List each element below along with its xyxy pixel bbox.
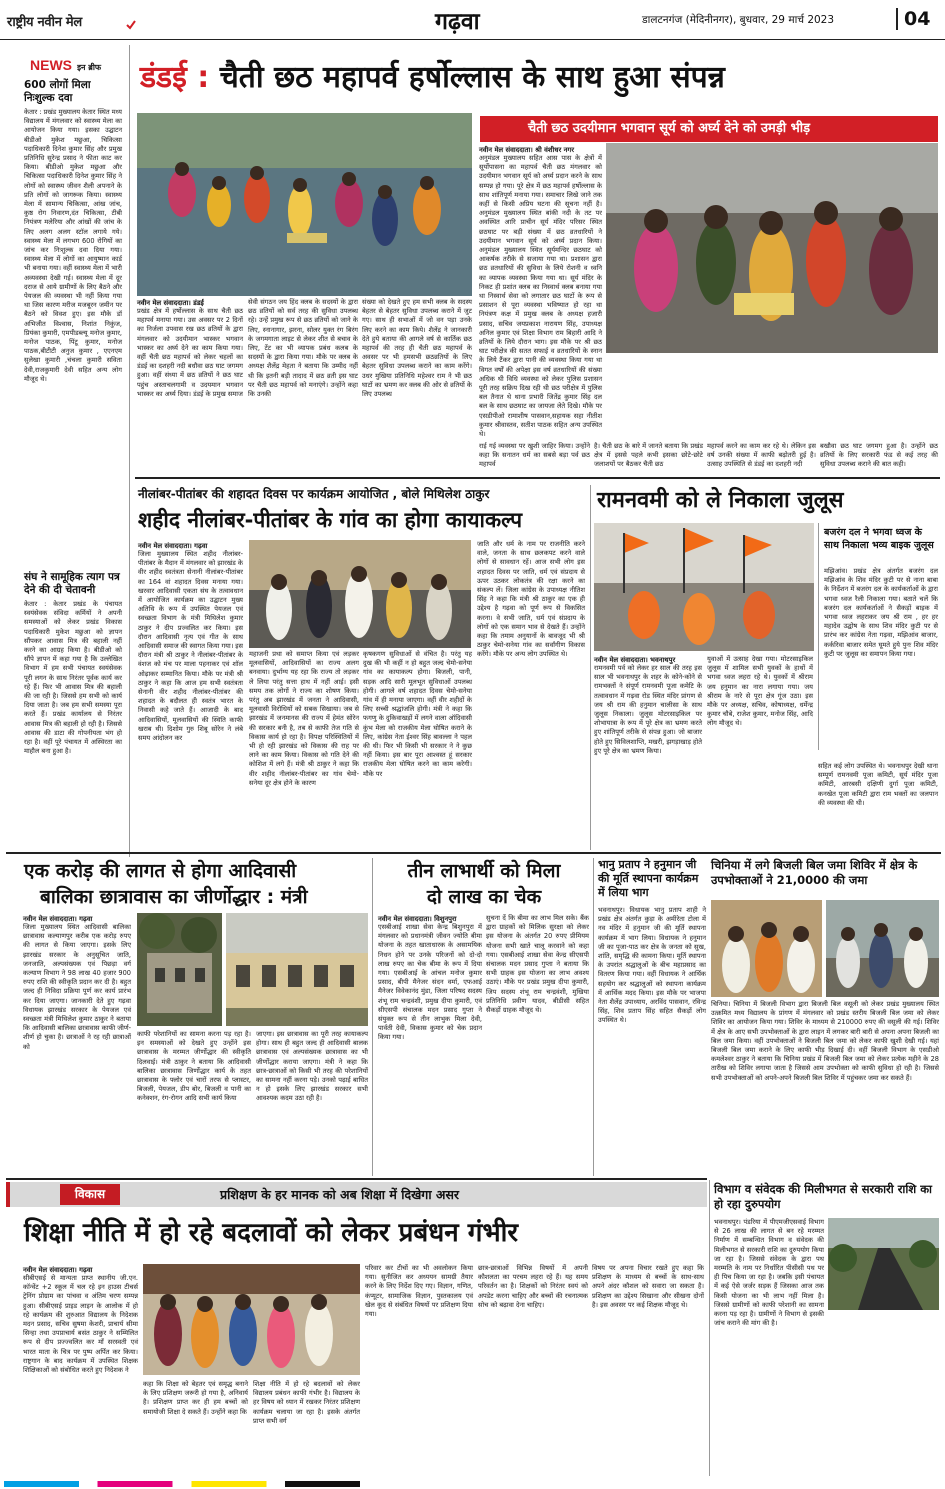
ramnavami-body-3: सहित कई लोग उपस्थित थे। भवनाथपुर देखी थाना सम्पूर्ण रामनवमी पूजा कमिटी, सूर्य मंदिर पूजा कमिटी, आरबसी दक्षिणी दुर्गा पूजा कमिटी, कनखेत पूजा कमिटी द्वारा राम भक्तों का जलपान की व्यवस्था की थी।: [818, 762, 938, 807]
section-divider: [135, 477, 940, 479]
udaymaan-dateline: नवीन मेल संवाददाता। श्री वंशीधर नगर: [479, 146, 574, 154]
strip-column-3: शिक्षा नीति में हो रहे बदलावों को लेकर विद्यालय प्रबंधन काफी गंभीर है। विद्यालय के हर विषय को ध्यान में रखकर निरंतर प्रशिक्षण कार्यक्रम चलाया जा रहा है। इसके अंतर्गत प्राप्त सभी वर्ग: [253, 1380, 360, 1425]
bajrang-headline: बजरंग दल ने भगवा ध्वज के साथ निकाला भव्य बाइक जुलूस: [824, 527, 934, 551]
udaymaan-continuation: राई गई व्यवस्था पर खुशी जाहिर किया। उन्होंने कहा कि सनातन धर्म का सबसे बड़ा पर्व छठ महापर्व: [479, 442, 590, 469]
chhath-river-photo: [137, 113, 472, 296]
shahid-stage-photo: [249, 540, 471, 648]
column-divider: [709, 1180, 710, 1476]
training-photo: [143, 1264, 360, 1375]
bijli-headline: चिनिया में लगे बिजली बिल जमा शिविर में क्षेत्र के उपभोक्ताओं ने 21,0000 की जमा: [711, 858, 918, 887]
chhath-column-2: सेवी संगठन जय हिंद क्लब के सदस्यों के द्वारा छठ व्रतियों को सर्व तरह की सुविधा उपलब्ध रहे। उन्हें प्रमुख रूप से छठ व्रतियों को जाने के लिए, स्नानागार, झरना, सोलर युक्त रंग बिरंग के जगमगाता लाइट से लेकर शीत से बचाव के लिए, टेंट का भी व्यापक प्रबंध कलब के सदस्यों के द्वारा किया गया। मौके पर क्लब के अध्यक्ष शैलेंद्र मेहता ने बताया कि उम्मीद नहीं थी कि इतनी बड़ी तादाद में छठ व्रती इस घाट पर चैती छठ महापर्व को मनाएंगे। उन्होंने कहा कि उनकी: [248, 298, 358, 399]
brief-body: केतार : केतार प्रखंड के पंचायत स्वयंसेवक संविदा कर्मियों ने अपनी समस्याओं को लेकर प्रखंड विकास पदाधिकारी मुकेश मछुआ को ज्ञापन सौंपकर आवास मित्र की बहाली नहीं करने का आग्रह किया है। बीडीओ को सौंपे ज्ञापन में कहा गया है कि उल्लेखित विभाग में हम सभी पंचायत स्वयंसेवक पूरी लगन के साथ निरंतर पूर्वक कार्य कर रहे हैं। फिर भी आवास मित्र की बहाली की जा रही है। जिससे हम सभी को कार्य दिया जाता है। जब हम सभी समस्या पूरा करते हैं। प्रखंड कार्यालय से निरंतर आवास मित्र की बहाली हो रही है। जिससे आवास की डाटा की गोपनीयता भंग हो रहा है। वहीं पूरे पंचायत में अस्थिरता का माहौल बना हुआ है।: [24, 600, 122, 756]
udaymaan-crowd-photo: [606, 143, 938, 353]
udaymaan-banner: [480, 116, 938, 142]
bajrang-box: [818, 523, 938, 750]
registration-mark: [4, 1481, 941, 1487]
hanuman-headline: भानु प्रताप ने हनुमान जी की मूर्ति स्थापना कार्यक्रम में लिया भाग: [598, 858, 699, 899]
vikas-tag-label: विकास: [74, 1187, 106, 1201]
column-divider: [590, 485, 591, 850]
bijli-camp-photo: [826, 900, 939, 997]
shahid-headline: शहीद नीलांबर-पीतांबर के गांव का होगा कायाकल्प: [138, 508, 523, 532]
udaymaan-body: अनुमंडल मुख्यालय सहित आस पास के क्षेत्रों में सूर्योपासना का महापर्व चैती छठ मंगलवार को उदयीमान भगवान सूर्य को अर्घ्य प्रदान करने के साथ सम्पन्न हो गया। पूरे क्षेत्र में छठ महापर्व हर्षोल्लास के साथ शांतिपूर्ण मनाया गया। समाचार लिखे जाने तक कहीं से किसी अप्रिय घटना की सूचना नहीं है। अनुमंडल मुख्यालय स्थित बांकी नदी के तट पर अवस्थित आरि प्राचीन सूर्य मंदिर परिसर स्थित छठघाट पर बड़ी संख्या में छठ व्रतधारियों ने उदयीमान भगवान सूर्य को अर्घ्य प्रदान किया। अनुमंडल मुख्यालय स्थित सूर्यमन्दिर छठघाट को आकर्षक तरीके से सजाया गया था। प्रशासन द्वारा छठ व्रतधारियों की सुविधा के लिये रोशनी व ध्वनि का व्यापक व्यवस्था किया गया था। सूर्य मंदिर के निकट ही प्रशांत क्लब का निस्वार्थ क्लब बनाया गया था निस्वार्थ सेवा को लगातार छठ घाटों के रूप से प्रसाशन से पूरा व्यवस्था भविष्यात हो रहा था नियंत्रण कक्ष में प्रमुख क्लब के अध्यक्ष हजारी प्रसाद, सचिव जयप्रकाश नारायण सिंह, उपाध्यक्ष अनिल कुमार एवं शिक्षा विभाग राम बिहारी आदि ने व्रतियों के लिये दौरान भाग। इस मौके पर श्री छठ घाट परीक्षेत्र की सतत सफाई व व्रतधारियों के स्नान के लिये टैंकर द्वारा पानी की व्यवस्था किया गया था विगत वर्षों की अपेक्षा इस वर्ष व्रतधारियों की संख्या अधिक थी विधि व्यवस्था को लेकर पुलिस प्रशासन पूरी तरह सक्रिय दिख रही थी छठ परीक्षेत्र में पुलिस बल तैनात थे थाना प्रभारी जितेंद्र कुमार सिंह दल बल के साथ छठघाट का जायजा लेते दिखे। मौके पर एसडीपीओ रामाशीष पासवान,सहायक सहा नीतीश कुमार श्रीवास्तव, सतीश पाठक सहित अन्य उपस्थित थे।: [479, 154, 602, 439]
brief-headline: 600 लोगों मिला निःशुल्क दवा: [24, 79, 91, 104]
chhatravas-column-3: जाएगा। इस छात्रावास का पूरी तरह कायाकल्प होगा। साथ ही बहुत जल्द ही आदिवासी बालक छात्रावास एवं अल्पसंख्यक छात्रावास का भी जीर्णोद्धार कराया जाएगा। मंत्री ने कहा कि छात्र-छात्राओं को किसी भी तरह की परेशानियों का सामना नहीं करना पड़े। उनको पढ़ाई बाधित न हो इसके लिए झारखंड सरकार सभी आवश्यक कदम उठा रही है।: [256, 1030, 368, 1103]
news-sublabel: इन ब्रीफ: [77, 63, 102, 72]
news-brief-label: [30, 55, 101, 74]
hanuman-photo: [711, 900, 822, 997]
section-divider: [6, 852, 941, 854]
shahid-column-2: महाजनी प्रथा को समाप्त किया एवं लड़कर मूलवासियों, आदिवासियों का राज्य अलग बनवाया। दुर्भाग्य यह रहा कि राज्य तो लड़कर ले लिया परंतु सत्ता हाथ में नहीं आई। इसी समय तक लोगों ने राज्य का शोषण किया। परंतु अब झारखंड में जनता ने आदिवासी, मूलवासी विरोधियों को सबक सिखाया। जब से झारखंड में जनमानस की राज्य में हेमंत सोरेन की सरकार बनी है, तब से काफी तेज गति से विकास कार्य हो रहा है। विपक्ष परिस्थितियों में भी हो रही झारखंड को विकास की राह पर लाने का काम किया। विकास को गति देने की कोशिश में लगे हैं। मंत्री श्री ठाकुर ने कहा कि वीर शहीद नीलांबर-पीतांबर का गांव चेमो-सनेया दूर क्षेत्र होने के कारण: [249, 650, 359, 787]
strip-headline: शिक्षा नीति में हो रहे बदलावों को लेकर प्रबंधन गंभीर: [24, 1218, 518, 1248]
sadak-body: भवनाथपुर। पंडरिया में पीएमजीएसवाई विभाग से 26 लाख की लागत से बन रहे मरम्मत निर्माण में सम्बन्धित विभाग व संवेदक की मिलीभगत से सरकारी राशि का दुरुपयोग किया जा रहा है। जिससे संवेदक के द्वारा पथ मरम्मति के नाम पर निर्धारित पीसीसी पथ पर ही पिच किया जा रहा है। जबकि इसी पंचायत में कई ऐसे जर्जर सड़क हैं जिसका आज तक किसी योजना का भी लाभ नहीं मिला है। जिससे ग्रामीणों को काफी परेशानी का सामना करना पड़ रहा है। ग्रामीणों ने विभाग से इसकी जांच कराने की मांग की है।: [714, 1218, 824, 1328]
section-title: गढ़वा: [435, 9, 480, 35]
udaymaan-continuation: है। चैती छठ के बारे में जानते बताया कि प्रखंड क्षेत्र में इससे पहले कभी इसका छोटे-छोटे जलाशयों पर बैठकर चैती छठ: [594, 442, 703, 469]
chhath-column-1: प्रखंड क्षेत्र में हर्षोल्लास के साथ चैती छठ महापर्व मनाया गया। उस अवसर पर 2 दिनों का निर्जला उपवास रख छठ व्रतियों के द्वारा मंगलवार को उदयीमान भास्कर भगवान भास्कर का अर्घ्य देने का काम किया गया। वहीं चैती छठ महापर्व को लेकर चहलों का डंडई का दशहरी नदी बधौवा छठ घाट जगमग हुआ। वहीं संध्या में छठ व्रतियों ने छठ घाट पहुंच अस्ताचलगामी व उदयमान भगवान भास्कर का अर्घ्य दिया। डंडई के प्रमुख समाज: [137, 307, 243, 398]
shahid-column-4: जाति और धर्म के नाम पर राजनीति करने वाले, जनता के साथ छलकपट करने वाले लोगों से सावधान रहें। आज सभी लोग इस शहादत दिवस पर जाति, धर्म एवं संप्रदाय से ऊपर उठकर लोकतंत्र की रक्षा करने का संकल्प लें। जिला कांग्रेस के उपाध्यक्ष नीतिश सिंह ने कहा कि मंत्री श्री ठाकुर का एक ही उद्देश्य है गढ़वा को पूर्ण रूप से विकसित करना। वे सभी जाति, धर्म एवं संप्रदाय के लोगों को एक समान भाव से देखते हैं। उन्होंने कहा कि तमाम अनुयानों के बावजूद भी श्री ठाकुर चेमो-सनेया गांव का सर्वांगीण विकास करेंगे। मौके पर अन्य लोग उपस्थित थे।: [477, 540, 585, 659]
shahid-intro: जिला मुख्यालय स्थित शहीद नीलांबर-पीतांबर के मैदान में मंगलवार को झारखंड के वीर शहीद स्वतंत्रता सेनानी नीलांबर-पीतांबर का 164 वां शहादत दिवस मनाया गया। खरवार आदिवासी एकता संघ के तत्वावधान में आयोजित कार्यक्रम का उद्घाटन मुख्य अतिथि के रूप में उपस्थित पेयजल एवं स्वच्छता विभाग के मंत्री मिथिलेश कुमार ठाकुर ने दीप प्रज्वलित कर किया। इस दौरान आदिवासी नृत्य एवं गीत के साथ आदिवासी समाज की स्वागत किया गया। इस दौरान मंत्री श्री ठाकुर ने नीलांबर-पीतांबर के वंशज को मंच पर माला पहनाकर एवं शॉल ओढ़ाकर सम्मानित किया। मौके पर मंत्री श्री ठाकुर ने कहा कि आज हम सभी स्वतंत्रता सेनानी वीर शहीद नीलांबर-पीतांबर की शहादत के बदौलत ही स्वतंत्र भारत के निवासी कहे जाते हैं। आजादी के बाद आदिवासियों, मूलवासियों की स्थिति काफी खराब थी। दिशोम गुरु शिबू सोरेन ने लंबे समय आंदोलन कर: [138, 550, 243, 743]
strip-bar: [6, 1182, 707, 1207]
ramnavami-rally-photo: [594, 523, 814, 651]
vikas-tag: [60, 1184, 120, 1205]
column-divider: [593, 858, 594, 1176]
news-brief-column: [6, 45, 122, 845]
ramnavami-body-2: युवाओं में उत्साह देखा गया। मोटरसाइकिल जुलूस में शामिल सभी युवकों के हाथों में भगवा ध्वज लहरा रहे थे। युवकों में श्रीराम जय हनुमान का नारा लगाया गया। जय श्रीराम के नारे से पूरा क्षेत्र गूंज उठा। इस मौके पर अध्यक्ष, सचिव, कोषाध्यक्ष, धर्मेन्द्र कुमार चौबे, राजेश कुमार, मनोज सिंह, आदि लोग मौजूद थे।: [707, 655, 813, 728]
column-divider: [129, 45, 130, 857]
shahid-dateline: नवीन मेल संवाददाता। गढ़वा: [138, 542, 208, 550]
bajrang-body: मझिआंव। प्रखंड क्षेत्र अंतर्गत बजरंग दल मझिआंव के शिव मंदिर कुटी पर से नाना बाबा के निर्देशन में बजरंग दल के कार्यकर्ताओं के द्वारा भगवा ध्वज रैली निकाला गया। बताते चलें कि बजरंग दल कार्यकर्ताओं ने सैकड़ों बाइक में भगवा ध्वज लहराकर जय श्री राम , हर हर महादेव उद्घोष के साथ शिव मंदिर कुटी पर से प्रारंभ कर कांग्रेस नेता गढ़वा, मझिआंव बाजार, कर्करिवा बाजार समेत घूमते हुये पुनः शिव मंदिर कुटी पर जुलूस का समापन किया गया।: [824, 567, 938, 658]
ramnavami-headline: रामनवमी को ले निकाला जुलूस: [597, 488, 844, 513]
chhatravas-column-2: काफी परेशानियों का सामना करना पड़ रहा है। इन समस्याओं को देखते हुए उन्होंने इस छात्रावास के मरम्मत जीर्णोद्धार की स्वीकृति दिलवाई। मंत्री ठाकुर ने बताया कि आदिवासी बालिका छात्रावास जिर्णोद्धार कार्य के तहत छात्रावास के फ्लोर एवं चारों तरफ से प्लास्टर, बिजली, पेयजल, डीप बोर, बिजली व पानी का कनेक्शन, रंग-रोगन आदि सभी कार्य किया: [137, 1030, 251, 1103]
brief-body: केतार : प्रखंड मुख्यालय केतार स्थित मध्य विद्यालय में मंगलवार को स्वास्थ्य मेला का आयोजन किया गया। इसका उद्घाटन बीडीओ मुकेश मछुआ, चिकित्सा पदाधिकारी दिनेश कुमार सिंह और प्रमुख प्रतिनिधि सुरेन्द्र प्रसाद ने फीता काट कर किया। बीडीओ मुकेश मछुआ और चिकित्सा पदाधिकारी दिनेश कुमार सिंह ने लोगों को स्वास्थ्य जीवन शैली अपनाने के प्रति लोगों को जागरूक किया। स्वास्थ्य मेला में सामान्य चिकित्सा, आंख जांच, कुष्ठ रोग निवारण,दंत चिकित्सा, टीबी नियंत्रण मलेरिया और आंखों की जांच के लिए अलग अलग स्टॉल लगाये गये। स्वास्थ्य मेला में लगभग 600 रोगियों का जांच कर निःशुल्क दवा दिया गया। स्वास्थ्य मेला में लोगों का आयुष्मान कार्ड भी बनाया गया। वहीं स्वास्थ्य मेला में भारी अव्यवस्था देखी गई। स्वास्थ्य मेला में दूर दराज से आये ग्रामीणों के लिए बैठने और पेयजल की व्यवस्था भी नहीं किया गया था जिस कारण मरीज मजबूरन जमीन पर बैठने को विवश हुए। इस मौके डॉ अभिजीत विश्वास, निशांत निकुंज, प्रियंका कुमारी, एमपीडब्ल्यू मनोज कुमार, मनोज पाठक, पिंटू कुमार, मनोज पाठक,बीटीटी अनुज कुमार , एएनएम सुलेखा कुमारी ,चंचला कुमारी सविता देवी,राजकुमारी देवी सहित अन्य लोग मौजूद थे।: [24, 108, 122, 383]
column-divider: [372, 858, 373, 1176]
page-number: 04: [896, 8, 930, 30]
road-photo: [828, 1218, 939, 1310]
brand-tick-icon: [126, 15, 136, 25]
chek-dateline: नवीन मेल संवाददाता। विशुनपुरा: [378, 915, 457, 923]
strip-column-4: परिवार कर टीचों का भी अवलोकन किया गया। सुनीजित कर अध्ययन सामग्री तैयार करने के लिए निर्देश दिए गए। विज्ञान, गणित, कंप्यूटर, सामाजिक विज्ञान, पुस्तकालय एवं खेल कूद से संबंधित विषयों पर प्रशिक्षण दिया गया।: [365, 1264, 473, 1319]
chek-column-2: सुचना दें कि बीमा का लाभ मिल सके। बैंक द्वारा ग्राहकों को मिलिक सुरक्षा को लेकर इस योजना के अंतर्गत 20 रुपए प्रीमियम योजना सभी खाते चालू करवाने को कहा गया। एसबीआई शाखा सेवा केन्द्र सीएसपी संचालक मदन प्रसाद गुप्ता ने बताया कि सभी ग्राहक इस योजना का लाभ अवश्य उठाएं। मौके पर प्रखंड प्रमुख दीपा कुमारी, जिप सदस्य शंभू राम चन्द्रवंशी, मुखिया प्रतिनिधि प्रवीण यादव, बीडीसी सहित सैकड़ों ग्राहक मौजूद थे।: [486, 914, 589, 1015]
chek-column-1: एसबीआई शाखा सेवा केन्द्र बिशुनपुरा में मंगलवार को प्रधानमंत्री जीवन ज्योति बीमा योजना के तहत खाताधारक के असामयिक निधन होने पर उनके परिजनों को दो-दो लाख रुपए का चेक बीमा के रूप में दिया गया। एसबीआई के आंचल मनोज कुमार प्रसाद, बीपी मैनेजर संदन वर्मा, एफआई मैनेजर विवेकानंद मुंडा, जिला परिषद सदस्य शंभू राम चन्द्रवंशी, प्रमुख दीपा कुमारी, एवं सीएसपी संचालक मदन प्रसाद गुप्ता ने संयुक्त रूप से तीन लाभुक मिला देवी, पार्वती देवी, विकास कुमार को चेक प्रदान किया गया।: [378, 923, 482, 1042]
chhath-column-3: संख्या को देखते हुए हम सभी क्लब के सदस्य बेहतर से बेहतर सुविधा उपलब्ध कराने में जुट गए। साथ ही सभाओं में जो वन पड़ा उनके लिए करने का काम किये। शैलेंद्र ने जानकारी देते हुये बताया की आगले वर्ष से कार्तिक छठ महापर्व की तरह ही चैती छठ महापर्व के अवसर पर भी हमसभी छठव्रतियों के लिए बेहतर सुविधा उपलब्ध कराने का काम करेंगे। उधर मुखिया प्रतिनिधि महेश्वर राम ने भी छठ घाटों का भ्रमण कर क्लब की ओर से व्रतियों के लिए उपलब्ध: [362, 298, 472, 399]
chhath-dateline: नवीन मेल संवाददाता। डंडई: [137, 299, 204, 307]
brief-headline: संघ ने सामूहिक त्याग पत्र देने की दी चेतावनी: [24, 571, 120, 596]
shahid-kicker: नीलांबर-पीतांबर की शहादत दिवस पर कार्यक्रम आयोजित , बोले मिथिलेश ठाकुर: [138, 487, 490, 501]
strip-column-5: छात्र-छात्राओं विभिन्न विषयों में अपनी कौशलता का परचम लहरा रहे हैं। यह समय परिवर्तन का है। शिक्षकों को निरंतर स्वयं को अपडेट करना चाहिए और बच्चों की रचनात्मक सोच को बढ़ावा देना चाहिए।: [478, 1264, 588, 1309]
chhath-headline-prefix: डंडई :: [140, 60, 210, 95]
brand-logo: राष्ट्रीय नवीन मेल: [7, 15, 82, 30]
chhatravas-dateline: नवीन मेल संवाददाता। गढ़वा: [23, 915, 93, 923]
chek-headline-line1: तीन लाभार्थी को मिला: [407, 860, 561, 882]
dateline: डालटनगंज (मेदिनीनगर), बुधवार, 29 मार्च 2023: [642, 14, 835, 26]
bijli-body: चिनिया। चिनिया में बिजली विभाग द्वारा बिजली बिल वसूली को लेकर प्रखंड मुख्यालय स्थित उत्क्रमित मध्य विद्यालय के प्रांगण में मंगलवार को प्रखंड स्तरीय बिजली बिल जमा को लेकर शिविर का आयोजन किया गया। शिविर के माध्यम से 210000 रुपए की वसूली की गई। शिविर में क्षेत्र के आए सभी उपभोक्ताओं के द्वारा लाइन में लगकर बारी बारी से अपना अपना बिजली का बिल जमा किया। वहीं उपभोक्ताओं ने बिजली बिल जमा को लेकर काफी खुशी देखी गई। यहां बिजली बिल जमा कराने के लिए काफी भीड़ दिखाई दी। वहीं बिजली विभाग के एसडीओ कमलेश्वर ठाकुर ने बताया कि चिनिया प्रखंड में बिजली बिल जमा को लेकर प्रत्येक महीने के 28 तारीख को शिविर लगाया जाता है जिससे आम उपभोक्ता को काफी सुविधा हो रही है। जिससे सभी उपभोक्ताओं को अपने-अपने बिजली बिल शिविर में पहुंचकर जमा कर सकते हैं।: [711, 1000, 939, 1082]
chek-headline-line2: दो लाख का चेक: [426, 886, 542, 908]
chhath-headline: [140, 58, 940, 98]
news-label: NEWS: [30, 57, 72, 73]
chhatravas-headline-line2: बालिका छात्रावास का जीर्णोद्धार : मंत्री: [40, 886, 308, 908]
ramnavami-body: रामनवमी पर्व को लेकर हर साल की तरह इस साल भी भवनाथपुर के शहर के कोने-कोने से रामभक्तों ने संपूर्ण रामनवमी पूजा कमेटि के तत्वावधान में गढ़वा रोड स्थित मंदिर प्रांगण से जय श्री राम की हनुमान चालीसा के साथ जुलूस निकाला। जुलूस मोटरसाइकिल पर शोभायात्रा के रूप में पूरे क्षेत्र का भ्रमण करते हुए शांतिपूर्ण तरीके से संपन्न हुआ। जो बाजार होते हुए सिविलशाप्ति, मखरी, झगड़ाखाड़ होते हुए पूरे क्षेत्र का भ्रमण किया।: [594, 664, 702, 755]
strip-kicker: प्रशिक्षण के हर मानक को अब शिक्षा में दिखेगा असर: [220, 1187, 460, 1202]
hostel-building-photo: [137, 913, 222, 1026]
chhatravas-body: जिला मुख्यालय स्थित आदिवासी बालिका छात्रावास कल्याणपुर करीब एक करोड़ रुपए की लागत से किया जाएगा। इसके लिए झारखंड सरकार के अनुसूचित जाति, जनजाति, अल्पसंख्यक एवं पिछड़ा वर्ग कल्याण विभाग ने 98 लाख 40 हजार 900 रुपए राशि की स्वीकृति प्रदान कर दी है। बहुत जल्द ही निविदा प्रक्रिया पूर्ण कर कार्य प्रारंभ कर दिया जाएगा। जानकारी देते हुए गढ़वा विधायक झारखंड सरकार के पेयजल एवं स्वच्छता मंत्री मिथिलेश कुमार ठाकुर ने बताया कि आदिवासी बालिका छात्रावास काफी जीर्ण-शीर्ण हो चुका है। छात्राओं ने रह रही छात्राओं को: [23, 923, 131, 1051]
udaymaan-banner-text: चैती छठ उदयीमान भगवान सूर्य को अर्घ्य देने को उमड़ी भीड़: [528, 121, 811, 136]
shahid-column-3: कृषकगण सुविधाओं से वंचित है। परंतु यह दुख की भी कहीं न हो बहुत जल्द चेमो-सनेया गांव का कायाकल्प होगा। बिजली, पानी, सड़क आदि सारी मूलभूत सुविधाओं उपलब्ध होगी। आगले वर्ष शहादत दिवस चेमो-सनेया गांव में ही मनाया जाएगा। वहीं वीर शहीदों के लिए सच्ची श्रद्धांजलि होगी। मंत्री ने कहा कि फगणु के दुकिवाखड़ों में लगने वाला ऑदिवासी कुंभ मेला को राजकीय मेला घोषित कराने के लिए, कांग्रेस नेता ईश्वर सिंह बावल्ला ने पहल की थी। फिर भी किसी भी सरकार ने ने कुछ नहीं किया। इस बार पूरा आश्वस्त हूं सरकार राजकीय मेला घोषित करने का काम करेगी। मौके पर: [363, 650, 472, 778]
udaymaan-continuation: बखौवा छठ घाट जगमग हुआ है। उन्होंने छठ व्रतियों के लिए सरकारी फंड से कई तरह की सुविधा उपलब्ध कराने की बात कही।: [820, 442, 938, 469]
udaymaan-continuation: महापर्व करने का काम कर रहे थे। लेकिन इस वर्ष उनकी संख्या में काफी बढ़ोतरी हुई है। उत्साह उपस्थिति से डंडई का दशहरी नदी: [707, 442, 816, 469]
sadak-headline: विभाग व संवेदक की मिलीभगत से सरकारी राशि का हो रहा दुरुपयोग: [714, 1182, 933, 1211]
hanuman-body: भवनाथपुर। विधायक भानु प्रताप शाही ने प्रखंड क्षेत्र अंतर्गत कुड़ा के अमीरेता टोला में नव मंदिर में हनुमान जी की मूर्ति स्थापना कार्यक्रम में भाग लिया। विधायक ने हनुमान जी का पूजा-पाठ कर क्षेत्र के जनता को सुख, शांति, समृद्धि की कामना किया। मूर्ति स्थापना के उपरांत श्रद्धालुओं के बीच महाप्रसाद का वितरण किया गया। वहीं विधायक ने आर्थिक सहयोग कर श्रद्धालुओं को स्थापना कार्यक्रम में आर्थिक मदद किया। इस मौके पर भाजपा नेता शैलेंद्र उपाध्याय, अरविंद पासवान, रविन्द्र सिंह, शिव प्रताप सिंह सहित सैकड़ों लोग उपस्थित थे।: [598, 906, 706, 1025]
masthead: [0, 0, 945, 40]
section-divider: [6, 1178, 707, 1180]
strip-column-2: कहा कि शिक्षा को बेहतर एवं समृद्ध बनाने के लिए प्रशिक्षण जरूरी हो गया है, अनिवार्य है। प्रशिक्षण प्राप्त कर ही हम बच्चों को समायोजी शिक्षा दे सकते हैं। उन्होंने कहा कि: [143, 1380, 248, 1416]
strip-intro: सीबीएसई से मान्यता प्राप्त स्थानीय जी.एन. कॉन्वेंट +2 स्कूल में चल रहे इन हाउस टीचर्स ट्रेनिंग प्रोग्राम का पांचवा व अंतिम चरण सम्पन्न हुआ। सीबीएसई प्राइड लाइन के आलोक में हो रहे कार्यक्रम की शुरुआत विद्यालय के निदेशक मदन प्रसाद, सचिव सुषमा केशरी, प्राचार्य सीमा सिन्हा तथा उपप्राचार्य बसंत ठाकुर ने सम्मिलित रूप से दीप प्रज्ज्वलित कर माँ सरस्वती एवं भारत माता के चित्र पर पुष्प अर्पित कर किया। राष्ट्रगान के बाद कार्यक्रम में उपस्थित शिक्षक शिक्षिकाओं को संबोधित करते हुए निदेशक ने: [23, 1274, 138, 1375]
strip-dateline: नवीन मेल संवाददाता। गढ़वा: [23, 1266, 93, 1274]
chhatravas-headline-line1: एक करोड़ की लागत से होगा आदिवासी: [24, 860, 297, 882]
ramnavami-dateline: नवीन मेल संवाददाता। भवनाथपुर: [594, 656, 676, 664]
strip-column-6: विषय पर अपना विचार रखते हुए कहा कि प्रशिक्षण के माध्यम से बच्चों के साथ-साथ अपने अंदर कौशल को सवारा जा सकता है। प्रशिक्षण का उद्देश्य सिखाना और सीखना दोनों है। इस अवसर पर कई शिक्षक मौजूद थे।: [592, 1264, 704, 1309]
chhath-headline-text: चैती छठ महापर्व हर्षोल्लास के साथ हुआ संपन्न: [219, 60, 725, 95]
hostel-front-photo: [226, 913, 368, 1026]
